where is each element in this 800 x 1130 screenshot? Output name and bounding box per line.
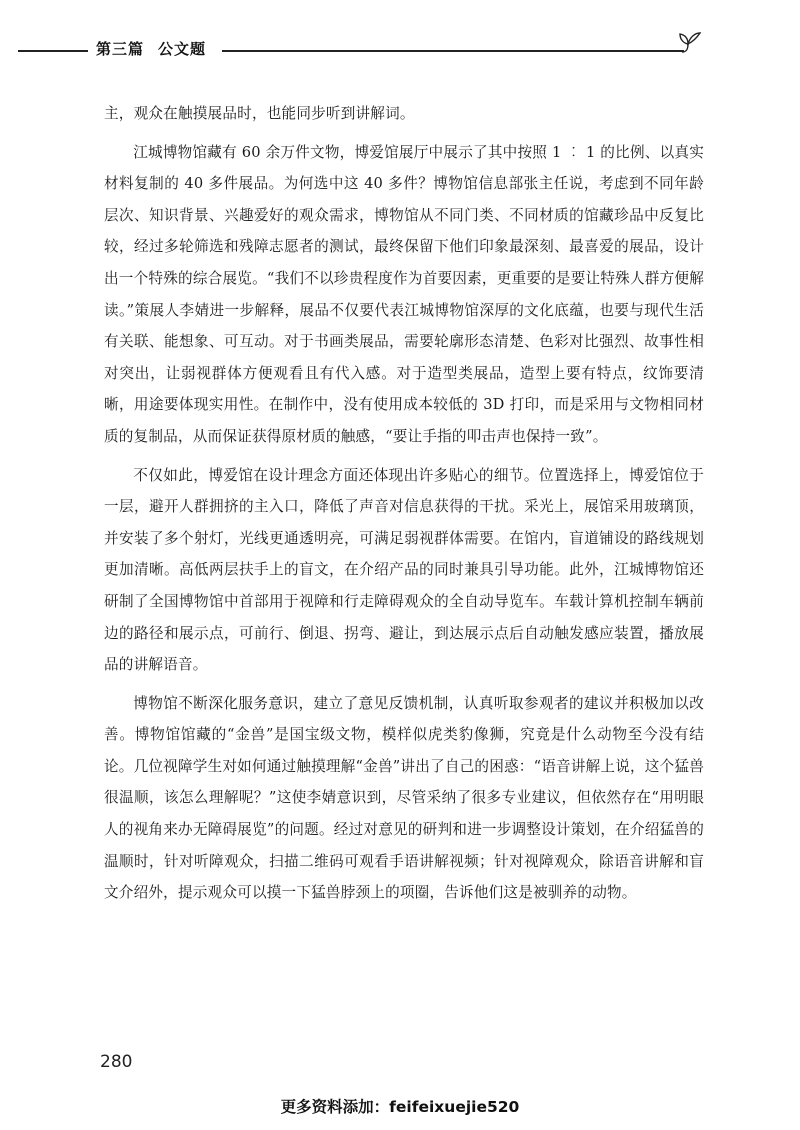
sprout-icon	[674, 28, 708, 58]
page-header	[0, 28, 800, 68]
footer-note: 更多资料添加：feifeixuejie520	[280, 1098, 520, 1116]
paragraph: 不仅如此，博爱馆在设计理念方面还体现出许多贴心的细节。位置选择上，博爱馆位于一层，避开人群拥挤的主入口，降低了声音对信息获得的干扰。采光上，展馆采用玻璃顶，并安装了多个射灯，光线更通透明亮，可满足弱视群体需要。在馆内，盲道铺设的路线规划更加清晰。高低两层扶手上的盲文，在介绍产品的同时兼具引导功能。此外，江城博物馆还研制了全国博物馆中首部用于视障和行走障碍观众的全自动导览车。车载计算机控制车辆前边的路径和展示点，可前行、倒退、拐弯、避让，到达展示点后自动触发感应装置，播放展品的讲解语音。	[104, 466, 704, 674]
header-rule-right	[222, 50, 684, 52]
header-chapter-title: 公文题	[158, 40, 207, 58]
header-rule-left	[18, 50, 88, 52]
page-number: 280	[100, 1052, 133, 1072]
header-title	[96, 38, 206, 59]
header-section: 第三篇	[96, 40, 145, 58]
paragraph: 江城博物馆藏有 60 余万件文物，博爱馆展厅中展示了其中按照 1 ︰ 1 的比例、以真实材料复制的 40 多件展品。为何选中这 40 多件？博物馆信息部张主任说，考虑到不同年龄层次、知识背景、兴趣爱好的观众需求，博物馆从不同门类、不同材质的馆藏珍品中反复比较，经过多轮筛选和残障志愿者的测试，最终保留下他们印象最深刻、最喜爱的展品，设计出一个特殊的综合展览。“我们不以珍贵程度作为首要因素，更重要的是要让特殊人群方便解读。”策展人李婧进一步解释，展品不仅要代表江城博物馆深厚的文化底蕴，也要与现代生活有关联、能想象、可互动。对于书画类展品，需要轮廓形态清楚、色彩对比强烈、故事性相对突出，让弱视群体方便观看且有代入感。对于造型类展品，造型上要有特点，纹饰要清晰，用途要体现实用性。在制作中，没有使用成本较低的 3D 打印，而是采用与文物相同材质的复制品，从而保证获得原材质的触感，“要让手指的叩击声也保持一致”。	[104, 143, 704, 445]
body-text	[104, 98, 704, 916]
paragraph: 博物馆不断深化服务意识，建立了意见反馈机制，认真听取参观者的建议并积极加以改善。博物馆馆藏的“金兽”是国宝级文物，模样似虎类豹像狮，究竟是什么动物至今没有结论。几位视障学生对如何通过触摸理解“金兽”讲出了自己的困惑：“语音讲解上说，这个猛兽很温顺，该怎么理解呢？”这使李婧意识到，尽管采纳了很多专业建议，但依然存在“用明眼人的视角来办无障碍展览”的问题。经过对意见的研判和进一步调整设计策划，在介绍猛兽的温顺时，针对听障观众，扫描二维码可观看手语讲解视频；针对视障观众，除语音讲解和盲文介绍外，提示观众可以摸一下猛兽脖颈上的项圈，告诉他们这是被驯养的动物。	[104, 694, 704, 902]
paragraph: 主，观众在触摸展品时，也能同步听到讲解词。	[104, 105, 415, 122]
